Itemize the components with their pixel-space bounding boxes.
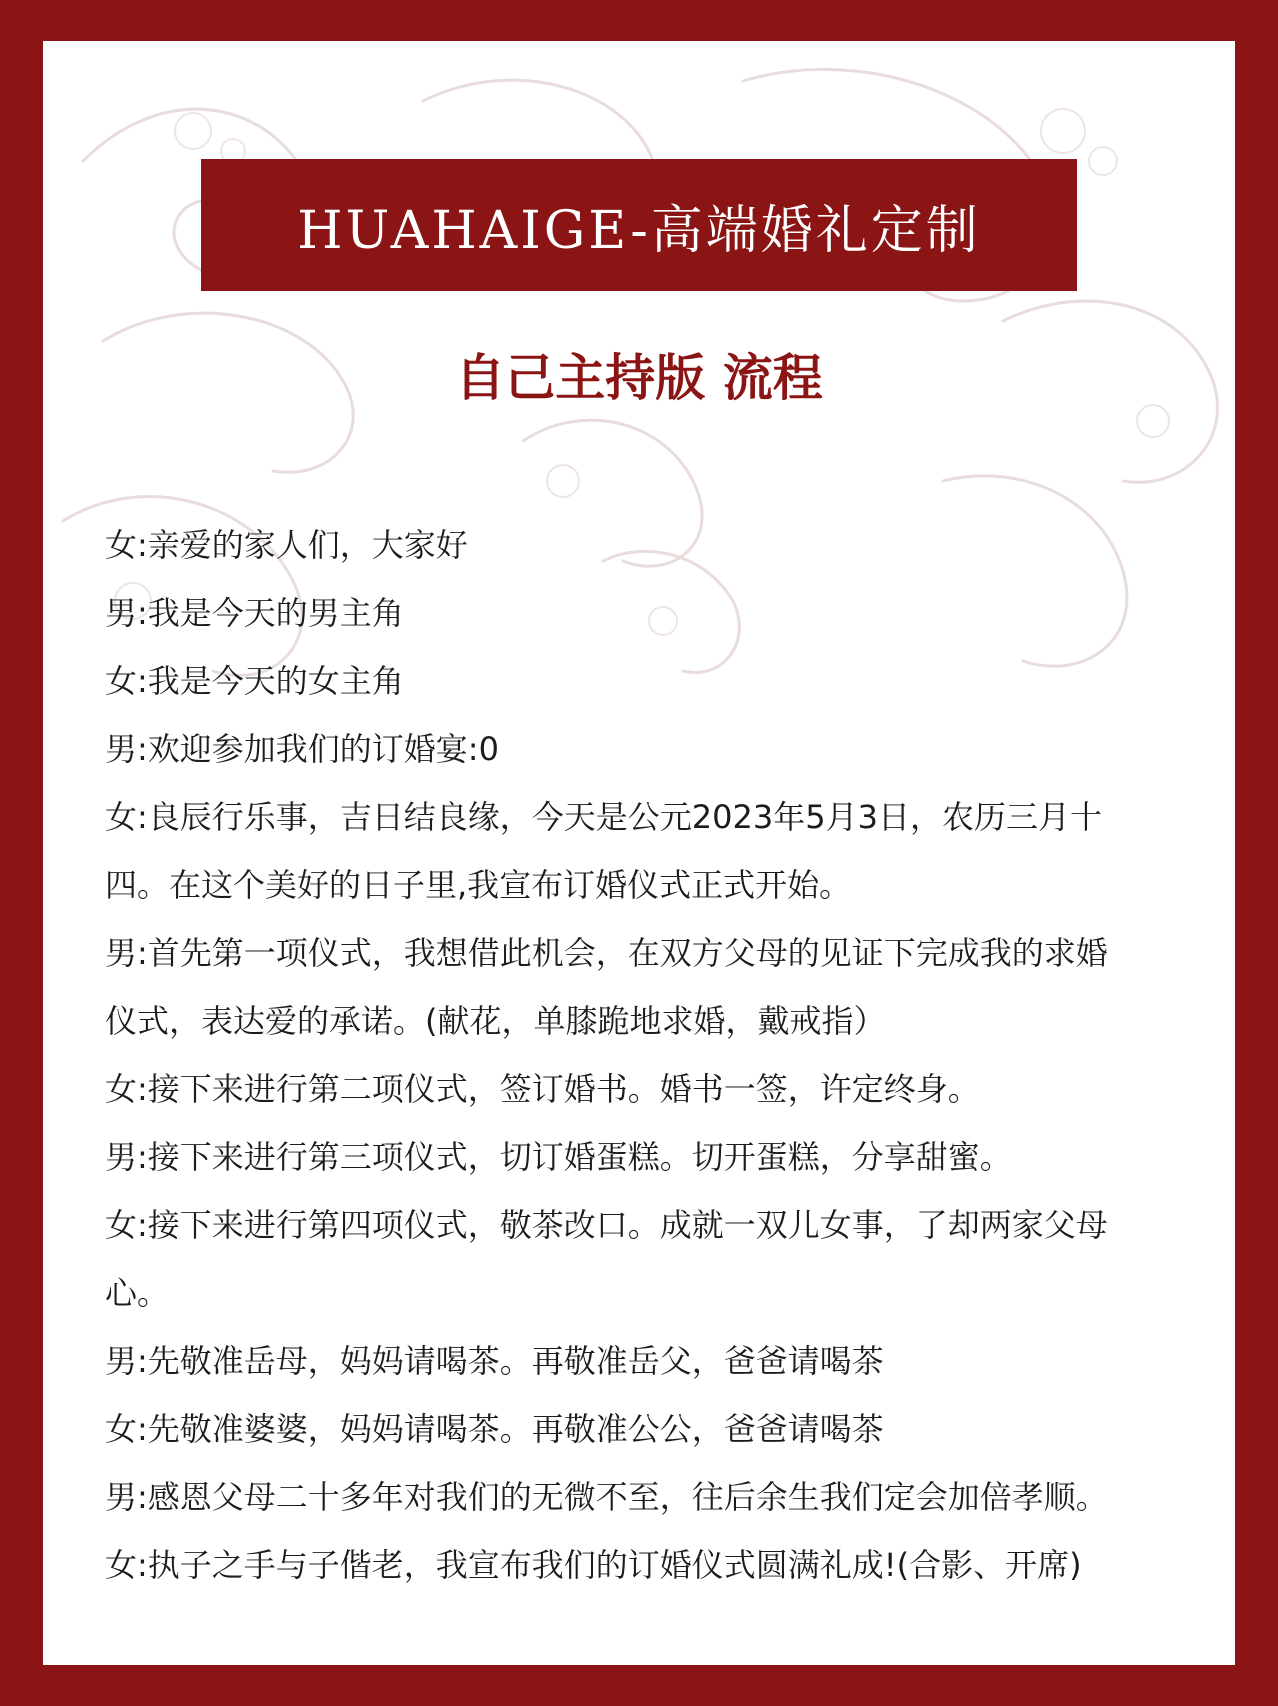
script-line: 女:执子之手与子偕老，我宣布我们的订婚仪式圆满礼成!(合影、开席) bbox=[105, 1546, 1082, 1584]
script-line: 四。在这个美好的日子里,我宣布订婚仪式正式开始。 bbox=[105, 866, 852, 904]
script-line: 女:先敬准婆婆，妈妈请喝茶。再敬准公公，爸爸请喝茶 bbox=[105, 1410, 884, 1448]
script-line: 男:接下来进行第三项仪式，切订婚蛋糕。切开蛋糕，分享甜蜜。 bbox=[105, 1138, 1012, 1176]
script-line: 女:接下来进行第四项仪式，敬茶改口。成就一双儿女事，了却两家父母 bbox=[105, 1206, 1108, 1244]
script-body bbox=[105, 511, 1215, 1599]
page-subtitle: 自己主持版 流程 bbox=[455, 349, 823, 407]
script-line: 男:欢迎参加我们的订婚宴:0 bbox=[105, 730, 499, 768]
script-line: 男:先敬准岳母，妈妈请喝茶。再敬准岳父，爸爸请喝茶 bbox=[105, 1342, 884, 1380]
script-line: 男:感恩父母二十多年对我们的无微不至，往后余生我们定会加倍孝顺。 bbox=[105, 1478, 1108, 1516]
document-sheet bbox=[43, 41, 1235, 1665]
script-line: 女:亲爱的家人们，大家好 bbox=[105, 526, 468, 564]
script-line: 男:我是今天的男主角 bbox=[105, 594, 404, 632]
script-line: 心。 bbox=[105, 1274, 170, 1312]
script-line: 女:接下来进行第二项仪式，签订婚书。婚书一签，许定终身。 bbox=[105, 1070, 980, 1108]
script-line: 仪式，表达爱的承诺。(献花，单膝跪地求婚，戴戒指） bbox=[105, 1002, 886, 1040]
title-banner bbox=[201, 159, 1077, 291]
script-line: 女:我是今天的女主角 bbox=[105, 662, 404, 700]
script-line: 男:首先第一项仪式，我想借此机会，在双方父母的见证下完成我的求婚 bbox=[105, 934, 1108, 972]
script-line: 女:良辰行乐事，吉日结良缘，今天是公元2023年5月3日，农历三月十 bbox=[105, 798, 1102, 836]
banner-title: HUAHAIGE-高端婚礼定制 bbox=[297, 200, 981, 261]
